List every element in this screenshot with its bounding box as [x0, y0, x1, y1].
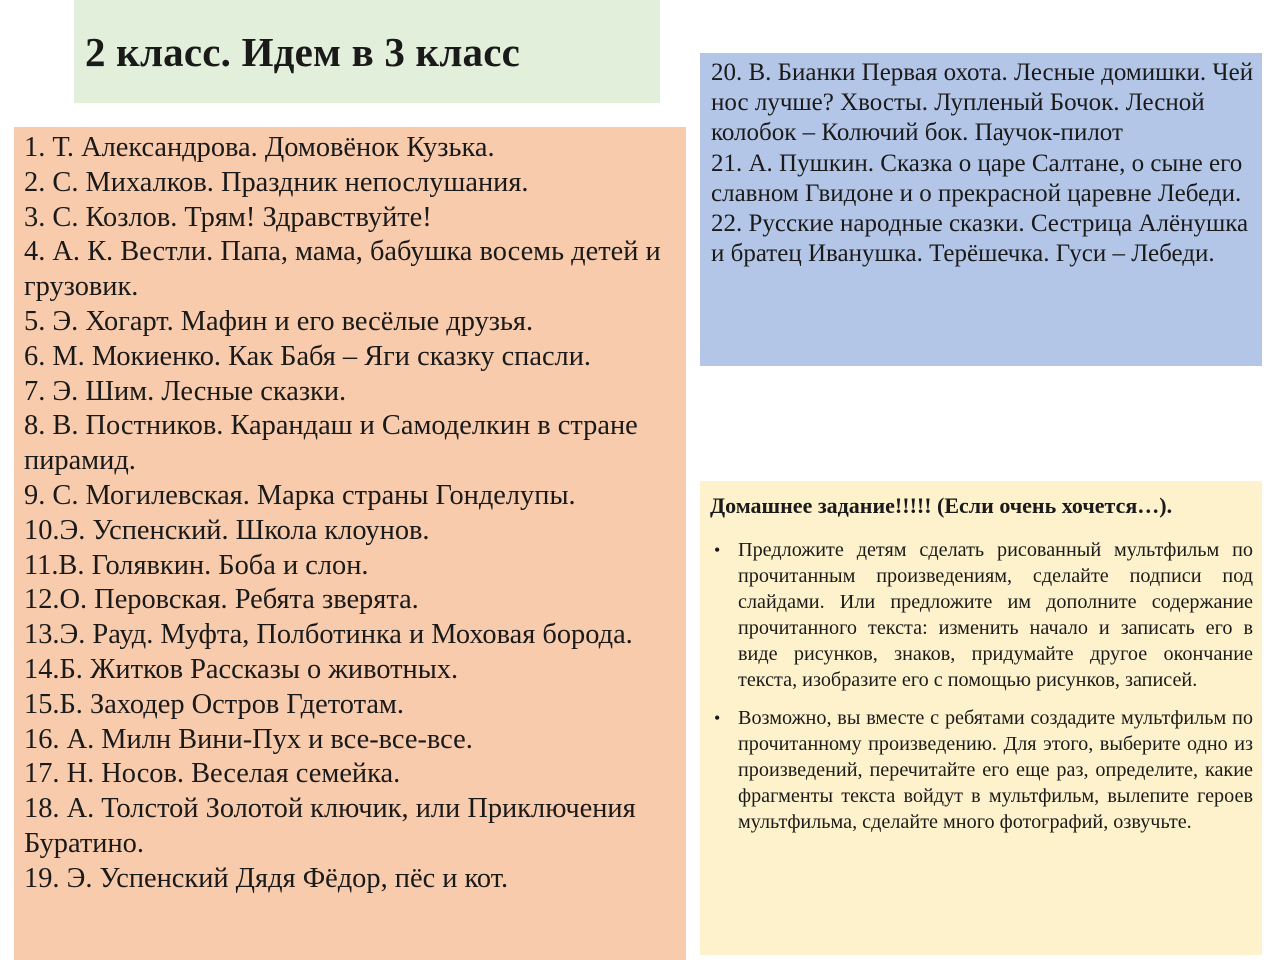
list-item: 22. Русские народные сказки. Сестрица Алёнушка и братец Иванушка. Терёшечка. Гуси – Лебеди.	[711, 210, 1249, 268]
homework-box	[700, 481, 1262, 955]
list-item: 6. М. Мокиенко. Как Бабя – Яги сказку спасли.	[24, 340, 592, 372]
list-item: 8. В. Постников. Карандаш и Самоделкин в стране пирамид.	[24, 410, 638, 477]
list-item: 14.Б. Житков Рассказы о животных.	[24, 653, 459, 685]
list-item: 13.Э. Рауд. Муфта, Полботинка и Моховая борода.	[24, 619, 633, 651]
list-item: 16. А. Милн Вини-Пух и все-все-все.	[24, 723, 473, 755]
list-item: 1. Т. Александрова. Домовёнок Кузька.	[24, 132, 495, 163]
list-item: 4. А. К. Вестли. Папа, мама, бабушка восемь детей и грузовик.	[24, 236, 661, 303]
list-item: 18. А. Толстой Золотой ключик, или Приключения Буратино.	[24, 793, 636, 859]
homework-list	[710, 537, 1253, 835]
reading-list-continued-box	[700, 53, 1262, 366]
bullet-icon: •	[714, 540, 721, 560]
list-item: 20. В. Бианки Первая охота. Лесные домишки. Чей нос лучше? Хвосты. Лупленый Бочок. Лесной колобок – Колючий бок. Паучок-пилот	[711, 59, 1254, 147]
list-item: 3. С. Козлов. Трям! Здравствуйте!	[24, 201, 432, 233]
list-item: 12.О. Перовская. Ребята зверята.	[24, 584, 419, 616]
page-title: 2 класс. Идем в 3 класс	[85, 29, 521, 75]
list-item: 21. А. Пушкин. Сказка о царе Салтане, о сыне его славном Гвидоне и о прекрасной царевне Лебеди.	[711, 149, 1243, 207]
list-item: 15.Б. Заходер Остров Гдетотам.	[24, 688, 404, 720]
list-item: 17. Н. Носов. Веселая семейка.	[24, 758, 401, 790]
homework-title: Домашнее задание!!!!! (Если очень хочется…).	[710, 493, 1173, 518]
list-item: 11.В. Голявкин. Боба и слон.	[24, 549, 369, 581]
list-item: 2. С. Михалков. Праздник непослушания.	[24, 166, 529, 198]
reading-list-box	[14, 127, 686, 960]
homework-item	[710, 705, 1253, 835]
reading-list	[24, 131, 682, 897]
homework-item	[710, 537, 1253, 693]
homework-item-text: Предложите детям сделать рисованный мультфильм по прочитанным произведениям, сделайте подписи под слайдами. Или предложите им дополните содержание прочитанного текста: изменить начало и записать его в виде рисунков, знаков, придумайте другое окончание текста, изобразите его с помощью рисунков, записей.	[738, 539, 1253, 691]
list-item: 19. Э. Успенский Дядя Фёдор, пёс и кот.	[24, 862, 509, 894]
list-item: 7. Э. Шим. Лесные сказки.	[24, 375, 347, 407]
list-item: 9. С. Могилевская. Марка страны Гонделупы.	[24, 479, 576, 511]
title-box	[74, 0, 660, 103]
bullet-icon: •	[714, 708, 721, 728]
list-item: 10.Э. Успенский. Школа клоунов.	[24, 514, 430, 546]
list-item: 5. Э. Хогарт. Мафин и его весёлые друзья.	[24, 305, 534, 337]
homework-item-text: Возможно, вы вместе с ребятами создадите мультфильм по прочитанному произведению. Для этого, выберите одно из произведений, перечитайте его еще раз, определите, какие фрагменты текста войдут в мультфильм, вылепите героев мультфильма, сделайте много фотографий, озвучьте.	[738, 707, 1253, 833]
